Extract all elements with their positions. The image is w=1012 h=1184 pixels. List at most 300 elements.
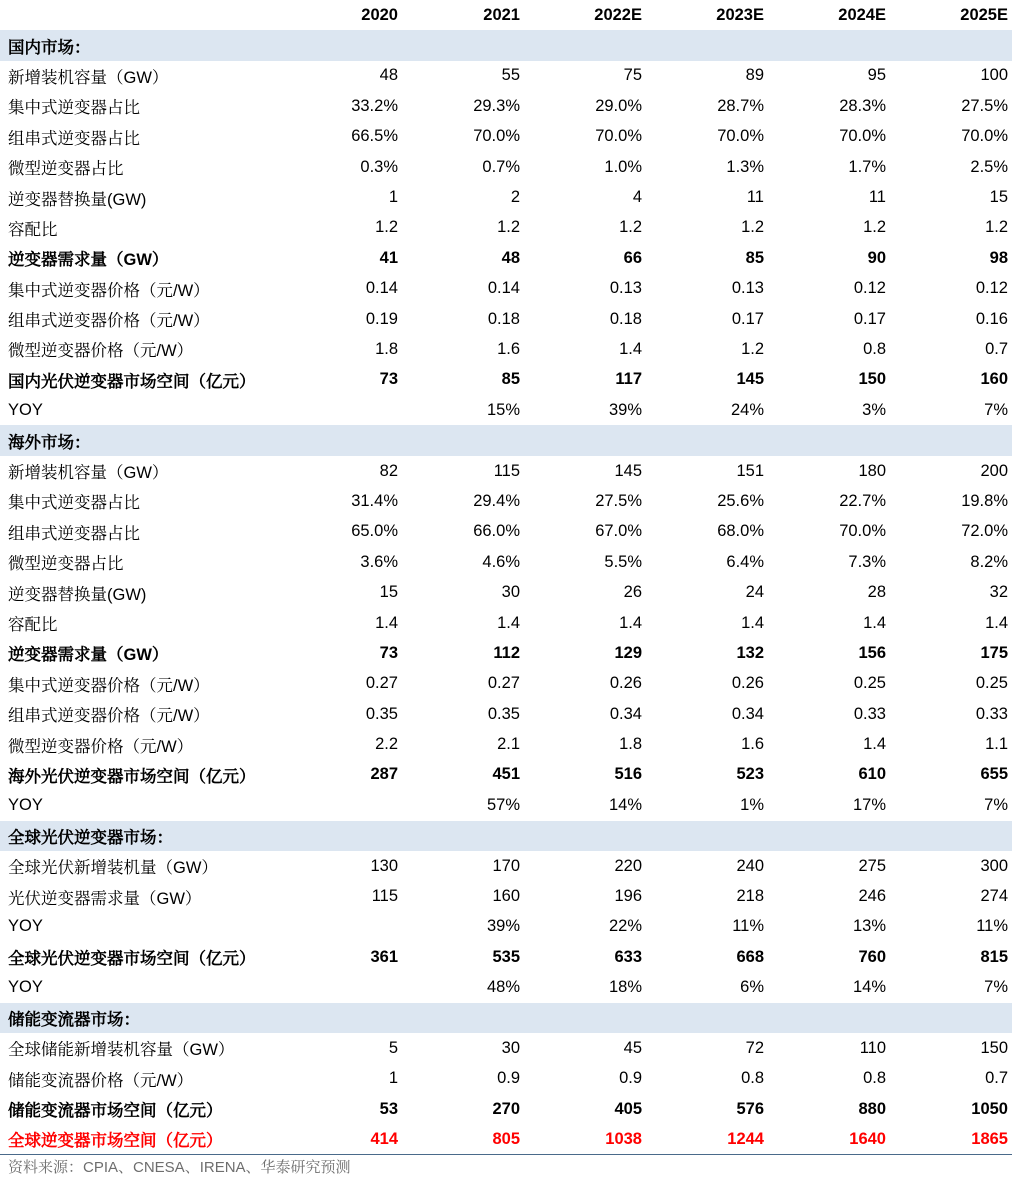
table-row (0, 699, 1012, 729)
table-cell: 1.7% (848, 157, 886, 176)
table-cell (524, 425, 646, 455)
table-cell: 22.7% (839, 491, 886, 510)
table-row (0, 729, 1012, 759)
table-cell (402, 425, 524, 455)
table-row (0, 669, 1012, 699)
table-row (0, 1064, 1012, 1094)
table-cell: 1.4 (619, 339, 642, 358)
table-cell: 85 (745, 248, 764, 267)
table-cell: 0.27 (365, 674, 398, 693)
table-cell: 633 (614, 947, 642, 966)
table-cell: 130 (370, 856, 398, 875)
row-label: YOY (8, 795, 43, 814)
table-cell (280, 912, 402, 942)
table-cell: 110 (859, 1038, 886, 1057)
table-cell: 3.6% (360, 552, 398, 571)
table-cell: 55 (501, 66, 520, 85)
table-cell: 29.4% (473, 491, 520, 510)
table-cell: 805 (402, 1124, 524, 1154)
table-cell: 0.27 (487, 674, 520, 693)
table-cell: 100 (980, 66, 1008, 85)
table-cell: 240 (736, 856, 764, 875)
table-cell: 1.2 (375, 218, 398, 237)
table-cell: 1.4 (497, 613, 520, 632)
table-cell: 200 (980, 461, 1008, 480)
table-cell: 1.8 (375, 339, 398, 358)
table-cell: 5 (388, 1038, 398, 1057)
table-cell (524, 1003, 646, 1033)
table-cell (646, 30, 768, 60)
table-cell: 4.6% (482, 552, 520, 571)
table-row (0, 912, 1012, 942)
table-row (0, 182, 1012, 212)
table-cell: 66.5% (351, 127, 398, 146)
table-cell: 1640 (768, 1124, 890, 1154)
row-label: 储能变流器市场空间（亿元） (8, 1102, 223, 1121)
table-cell: 70.0% (961, 127, 1008, 146)
row-label: 全球光伏逆变器市场空间（亿元） (8, 950, 256, 969)
table-cell: 274 (980, 887, 1008, 906)
table-cell: 8.2% (970, 552, 1008, 571)
table-cell: 90 (867, 248, 886, 267)
table-cell: 0.18 (487, 309, 520, 328)
table-cell: 246 (858, 887, 886, 906)
section-header-row (0, 1003, 1012, 1033)
table-cell: 0.35 (487, 704, 520, 723)
table-cell: 0.14 (365, 279, 398, 298)
header-cell: 2020 (361, 5, 398, 24)
table-cell: 1865 (890, 1124, 1012, 1154)
row-label: 组串式逆变器价格（元/W） (8, 312, 210, 331)
row-label: 组串式逆变器占比 (8, 129, 140, 148)
row-label: 储能变流器市场： (0, 1003, 280, 1033)
row-label: 容配比 (8, 220, 58, 239)
table-cell: 196 (614, 887, 642, 906)
table-cell: 0.26 (731, 674, 764, 693)
table-cell: 1.6 (497, 339, 520, 358)
table-row (0, 486, 1012, 516)
header-cell: 2023E (716, 5, 764, 24)
table-cell: 0.16 (975, 309, 1008, 328)
table-cell: 14% (608, 795, 642, 814)
table-cell: 0.8 (741, 1069, 764, 1088)
table-cell: 0.7 (985, 1069, 1008, 1088)
table-row (0, 213, 1012, 243)
row-label: 微型逆变器价格（元/W） (8, 342, 194, 361)
row-label: 全球光伏逆变器市场： (0, 821, 280, 851)
table-cell: 65.0% (351, 522, 398, 541)
table-row (0, 152, 1012, 182)
table-cell: 760 (858, 947, 886, 966)
table-cell (280, 425, 402, 455)
table-cell: 0.33 (853, 704, 886, 723)
table-cell: 4 (632, 188, 642, 207)
row-label: 逆变器需求量（GW） (8, 251, 169, 270)
table-cell: 1.2 (741, 339, 764, 358)
table-cell: 2 (510, 188, 520, 207)
table-cell: 156 (858, 643, 886, 662)
table-row (0, 456, 1012, 486)
table-cell: 72.0% (961, 522, 1008, 541)
table-cell: 0.17 (853, 309, 886, 328)
row-label: 逆变器替换量(GW) (8, 190, 147, 209)
section-header-row (0, 30, 1012, 60)
table-cell: 95 (867, 66, 886, 85)
row-label: 新增装机容量（GW） (8, 68, 169, 87)
table-cell: 112 (493, 643, 520, 662)
table-row (0, 638, 1012, 668)
row-label: 集中式逆变器价格（元/W） (8, 281, 210, 300)
table-row (0, 577, 1012, 607)
table-cell: 15 (989, 188, 1008, 207)
table-cell: 48 (501, 248, 520, 267)
table-cell: 129 (614, 643, 642, 662)
table-cell: 668 (736, 947, 764, 966)
header-cell: 2024E (838, 5, 886, 24)
table-cell: 0.12 (975, 279, 1008, 298)
table-cell: 28.7% (717, 96, 764, 115)
table-cell (768, 821, 890, 851)
table-cell: 170 (492, 856, 520, 875)
table-cell: 880 (858, 1099, 886, 1118)
table-cell: 1.4 (619, 613, 642, 632)
table-cell (280, 30, 402, 60)
table-cell: 30 (501, 583, 520, 602)
table-cell: 0.7% (482, 157, 520, 176)
table-row (0, 790, 1012, 820)
row-label: 全球储能新增装机容量（GW） (8, 1041, 235, 1060)
row-label: 全球逆变器市场空间（亿元） (0, 1124, 280, 1154)
table-cell: 0.9 (497, 1069, 520, 1088)
table-row (0, 881, 1012, 911)
table-cell: 270 (492, 1099, 520, 1118)
table-cell: 11% (976, 917, 1008, 936)
table-cell: 26 (623, 583, 642, 602)
table-cell: 24% (730, 400, 764, 419)
table-cell (768, 1003, 890, 1033)
row-label: 逆变器需求量（GW） (8, 646, 169, 665)
table-cell (890, 30, 1012, 60)
table-cell (280, 395, 402, 425)
table-cell: 117 (615, 370, 642, 389)
table-cell: 145 (614, 461, 642, 480)
row-label: 组串式逆变器占比 (8, 524, 140, 543)
row-label: 集中式逆变器占比 (8, 99, 140, 118)
table-cell: 1.3% (726, 157, 764, 176)
table-cell: 815 (980, 947, 1008, 966)
table-cell: 1.2 (985, 218, 1008, 237)
table-cell (768, 30, 890, 60)
table-cell: 0.25 (853, 674, 886, 693)
table-cell: 1.2 (863, 218, 886, 237)
table-cell: 1050 (971, 1099, 1008, 1118)
table-cell: 98 (989, 248, 1008, 267)
table-cell (646, 1003, 768, 1033)
table-cell: 2.2 (375, 735, 398, 754)
table-cell: 0.8 (863, 1069, 886, 1088)
table-row (0, 365, 1012, 395)
table-cell: 39% (608, 400, 642, 419)
section-header-row (0, 425, 1012, 455)
row-label: 微型逆变器占比 (8, 555, 124, 574)
row-label: 海外光伏逆变器市场空间（亿元） (8, 767, 256, 786)
table-cell: 73 (379, 643, 398, 662)
table-cell: 2.5% (970, 157, 1008, 176)
table-row (0, 973, 1012, 1003)
table-cell: 414 (280, 1124, 402, 1154)
table-cell: 7% (984, 978, 1008, 997)
table-cell: 1244 (646, 1124, 768, 1154)
table-cell (402, 821, 524, 851)
source-note: 资料来源：CPIA、CNESA、IRENA、华泰研究预测 (8, 1159, 351, 1176)
table-cell: 0.19 (365, 309, 398, 328)
table-row (0, 91, 1012, 121)
table-row (0, 942, 1012, 972)
row-label: 组串式逆变器价格（元/W） (8, 707, 210, 726)
table-cell: 287 (370, 765, 398, 784)
table-cell: 1.1 (985, 735, 1008, 754)
table-cell: 0.34 (609, 704, 642, 723)
table-cell (280, 973, 402, 1003)
header-cell: 2022E (594, 5, 642, 24)
table-cell: 516 (614, 765, 642, 784)
row-label: YOY (8, 978, 43, 997)
row-label: 光伏逆变器需求量（GW） (8, 889, 202, 908)
table-cell (768, 425, 890, 455)
table-row (0, 274, 1012, 304)
table-cell (890, 1003, 1012, 1033)
table-cell: 70.0% (839, 127, 886, 146)
table-cell: 150 (858, 370, 886, 389)
table-cell: 132 (736, 643, 764, 662)
table-cell: 32 (989, 583, 1008, 602)
table-cell: 70.0% (839, 522, 886, 541)
table-cell (890, 821, 1012, 851)
table-cell: 0.13 (731, 279, 764, 298)
table-cell: 175 (980, 643, 1008, 662)
table-cell: 151 (736, 461, 764, 480)
row-label: 集中式逆变器占比 (8, 494, 140, 513)
table-cell: 68.0% (717, 522, 764, 541)
table-cell: 218 (736, 887, 764, 906)
table-cell: 275 (858, 856, 886, 875)
row-label: 国内光伏逆变器市场空间（亿元） (8, 372, 256, 391)
table-cell: 300 (980, 856, 1008, 875)
table-row (0, 1094, 1012, 1124)
table-row (0, 122, 1012, 152)
table-cell: 7% (984, 795, 1008, 814)
table-cell: 1.8 (619, 735, 642, 754)
table-cell: 160 (980, 370, 1008, 389)
table-cell: 576 (736, 1099, 764, 1118)
table-cell: 11 (868, 188, 886, 207)
table-cell: 160 (492, 887, 520, 906)
table-cell: 610 (858, 765, 886, 784)
table-cell: 1.4 (863, 613, 886, 632)
table-cell: 1 (388, 188, 398, 207)
row-label: 逆变器替换量(GW) (8, 585, 147, 604)
table-row (0, 304, 1012, 334)
table-cell: 0.7 (985, 339, 1008, 358)
table-cell: 19.8% (961, 491, 1008, 510)
table-cell: 1.2 (741, 218, 764, 237)
table-cell: 28 (867, 583, 886, 602)
table-cell: 15% (486, 400, 520, 419)
table-cell: 39% (486, 917, 520, 936)
row-label: 全球光伏新增装机量（GW） (8, 859, 218, 878)
table-cell: 11% (732, 917, 764, 936)
table-cell: 6.4% (726, 552, 764, 571)
table-cell: 0.12 (853, 279, 886, 298)
table-cell: 27.5% (595, 491, 642, 510)
table-cell: 45 (623, 1038, 642, 1057)
row-label: 海外市场： (0, 425, 280, 455)
table-cell: 0.26 (609, 674, 642, 693)
table-cell: 361 (370, 947, 398, 966)
section-header-row (0, 821, 1012, 851)
table-cell: 29.0% (595, 96, 642, 115)
table-row (0, 61, 1012, 91)
table-cell: 6% (740, 978, 764, 997)
table-cell: 28.3% (839, 96, 886, 115)
table-row (0, 1033, 1012, 1063)
table-cell: 53 (379, 1099, 398, 1118)
table-cell: 0.33 (975, 704, 1008, 723)
header-row (0, 0, 1012, 30)
table-cell: 75 (623, 66, 642, 85)
table-cell: 30 (501, 1038, 520, 1057)
table-cell: 17% (852, 795, 886, 814)
table-cell: 70.0% (595, 127, 642, 146)
table-row (0, 395, 1012, 425)
table-cell: 25.6% (717, 491, 764, 510)
table-cell: 535 (492, 947, 520, 966)
row-label: 微型逆变器价格（元/W） (8, 737, 194, 756)
table-cell: 145 (736, 370, 764, 389)
table-cell: 1.4 (741, 613, 764, 632)
table-row (0, 851, 1012, 881)
table-cell: 1% (740, 795, 764, 814)
table-cell (890, 425, 1012, 455)
table-cell (402, 1003, 524, 1033)
table-cell: 0.25 (975, 674, 1008, 693)
table-row (0, 547, 1012, 577)
table-cell (524, 821, 646, 851)
table-cell: 0.9 (619, 1069, 642, 1088)
table-cell: 1.6 (741, 735, 764, 754)
table-cell: 1.2 (619, 218, 642, 237)
table-cell: 7.3% (848, 552, 886, 571)
table-cell: 0.17 (731, 309, 764, 328)
table-cell: 115 (493, 461, 520, 480)
table-cell: 0.3% (360, 157, 398, 176)
table-cell (280, 821, 402, 851)
table-cell: 66.0% (473, 522, 520, 541)
row-label: YOY (8, 400, 43, 419)
header-cell (0, 0, 280, 30)
table-cell: 1 (388, 1069, 398, 1088)
table-cell: 82 (379, 461, 398, 480)
table-cell: 1038 (524, 1124, 646, 1154)
row-label: 储能变流器价格（元/W） (8, 1071, 194, 1090)
table-cell: 1.4 (375, 613, 398, 632)
table-cell: 655 (980, 765, 1008, 784)
table-cell: 11 (746, 188, 764, 207)
table-cell: 0.14 (487, 279, 520, 298)
table-cell: 14% (852, 978, 886, 997)
table-cell: 2.1 (497, 735, 520, 754)
header-cell: 2025E (960, 5, 1008, 24)
table-cell (402, 30, 524, 60)
row-label: 微型逆变器占比 (8, 160, 124, 179)
table-cell: 73 (379, 370, 398, 389)
table-cell: 0.8 (863, 339, 886, 358)
table-cell: 22% (608, 917, 642, 936)
table-cell: 3% (862, 400, 886, 419)
table-cell: 57% (486, 795, 520, 814)
table-cell (646, 425, 768, 455)
table-cell: 85 (501, 370, 520, 389)
table-cell: 405 (614, 1099, 642, 1118)
table-cell: 13% (852, 917, 886, 936)
table-row (0, 517, 1012, 547)
table-row (0, 1124, 1012, 1154)
table-cell: 150 (980, 1038, 1008, 1057)
table-row (0, 608, 1012, 638)
table-cell: 0.13 (609, 279, 642, 298)
table-cell: 1.4 (985, 613, 1008, 632)
table-row (0, 760, 1012, 790)
table-cell: 0.34 (731, 704, 764, 723)
table-cell: 48% (486, 978, 520, 997)
table-cell (280, 1003, 402, 1033)
table-cell: 18% (608, 978, 642, 997)
header-cell: 2021 (483, 5, 520, 24)
table-cell: 0.35 (365, 704, 398, 723)
table-cell: 31.4% (351, 491, 398, 510)
table-row (0, 334, 1012, 364)
table-cell: 1.4 (863, 735, 886, 754)
table-cell: 1.0% (604, 157, 642, 176)
table-cell: 67.0% (595, 522, 642, 541)
table-cell: 27.5% (961, 96, 1008, 115)
table-cell: 89 (745, 66, 764, 85)
table-cell (280, 790, 402, 820)
table-cell: 451 (492, 765, 520, 784)
row-label: 国内市场： (0, 30, 280, 60)
table-cell: 115 (371, 887, 398, 906)
table-cell: 41 (379, 248, 398, 267)
table-cell: 72 (745, 1038, 764, 1057)
table-cell: 5.5% (604, 552, 642, 571)
table-cell: 48 (379, 66, 398, 85)
table-cell: 1.2 (497, 218, 520, 237)
table-cell: 24 (745, 583, 764, 602)
table-cell: 220 (614, 856, 642, 875)
table-cell: 70.0% (717, 127, 764, 146)
row-label: 容配比 (8, 616, 58, 634)
table-cell (524, 30, 646, 60)
table-cell: 0.18 (609, 309, 642, 328)
table-cell (646, 821, 768, 851)
table-body (0, 30, 1012, 1154)
table-row (0, 243, 1012, 273)
table-cell: 15 (379, 583, 398, 602)
table-cell: 66 (623, 248, 642, 267)
table-cell: 180 (858, 461, 886, 480)
row-label: YOY (8, 917, 43, 936)
row-label: 集中式逆变器价格（元/W） (8, 676, 210, 695)
